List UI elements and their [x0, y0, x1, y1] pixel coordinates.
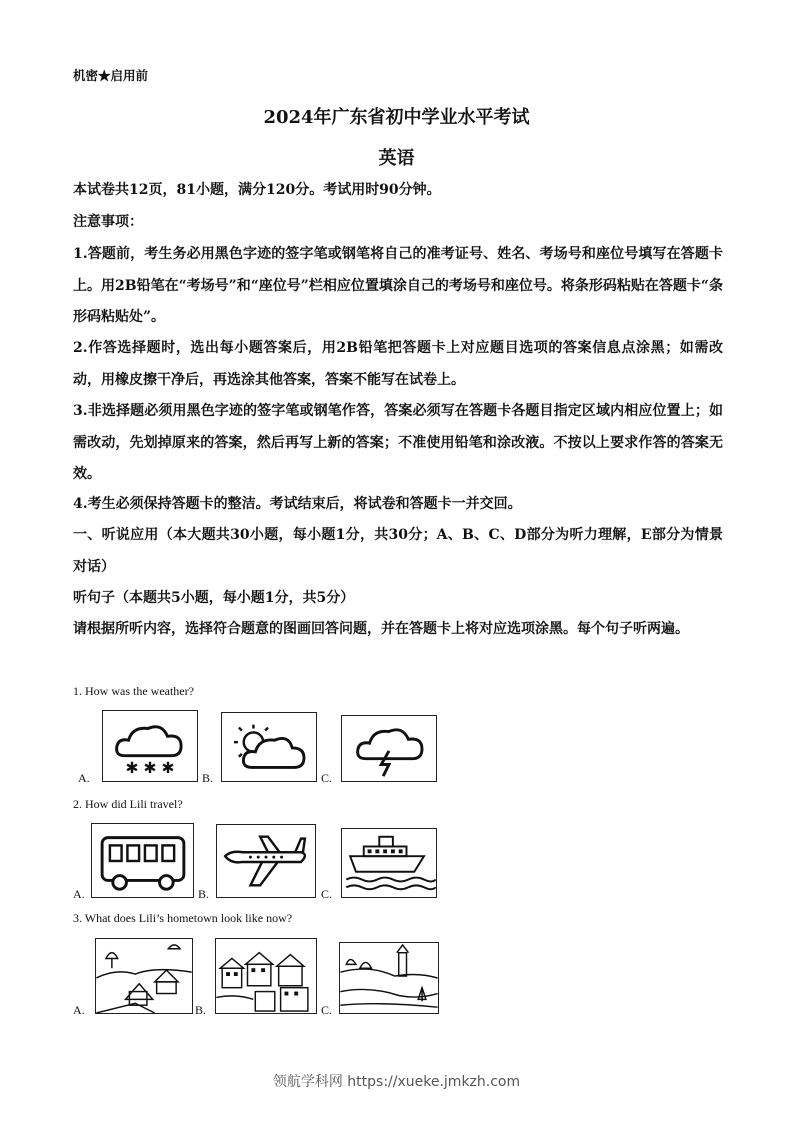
notice-4: 4.考生必须保持答题卡的整洁。考试结束后，将试卷和答题卡一并交回。: [73, 496, 522, 512]
notice-2: 2.作答选择题时，选出每小题答案后，用2B铅笔把答题卡上对应题目选项的答案信息点涂黑；如需改动，用橡皮擦干净后，再选涂其他答案，答案不能写在试卷上。: [73, 340, 723, 388]
village-scene: [95, 938, 193, 1014]
confidential-mark: 机密★启用前: [73, 68, 149, 83]
q2-option-a-label: A.: [73, 887, 85, 901]
subject-title: 英语: [378, 148, 415, 169]
q2-option-c-label: C.: [321, 887, 333, 901]
ship-icon: [341, 828, 437, 898]
q3-option-b-label: B.: [195, 1003, 207, 1017]
part-heading: 听句子（本题共5小题，每小题1分，共5分）: [73, 590, 355, 606]
question-2-text: 2. How did Lili travel?: [73, 797, 183, 811]
q2-option-b-label: B.: [198, 887, 210, 901]
footer-watermark: 领航学科网 https://xueke.jmkzh.com: [272, 1074, 521, 1090]
question-1-text: 1. How was the weather?: [73, 684, 194, 698]
question-3-text: 3. What does Lili’s hometown look like now?: [73, 911, 293, 925]
section-heading: 一、听说应用（本大题共30小题，每小题1分，共30分；A、B、C、D部分为听力理解，E部分为情景对话）: [73, 527, 723, 575]
town-scene: [215, 938, 317, 1014]
sun-cloud-icon: [221, 712, 317, 782]
airplane-icon: [216, 824, 316, 898]
q3-option-c-label: C.: [321, 1003, 333, 1017]
exam-title: 2024年广东省初中学业水平考试: [263, 107, 530, 128]
seaside-scene: [339, 942, 439, 1014]
part-instruction: 请根据所听内容，选择符合题意的图画回答问题，并在答题卡上将对应选项涂黑。每个句子听两遍。: [73, 621, 689, 637]
q1-option-c-label: C.: [321, 771, 333, 785]
q1-option-b-label: B.: [202, 771, 214, 785]
notice-3: 3.非选择题必须用黑色字迹的签字笔或钢笔作答，答案必须写在答题卡各题目指定区域内相应位置上；如需改动，先划掉原来的答案，然后再写上新的答案；不准使用铅笔和涂改液。不按以上要求作答的答案无效。: [73, 403, 723, 482]
thunder-cloud-icon: [341, 715, 437, 782]
svg-text:✱ ✱ ✱: ✱ ✱ ✱: [125, 759, 175, 778]
bus-icon: [91, 823, 194, 898]
notice-heading: 注意事项：: [73, 214, 143, 230]
q3-option-a-label: A.: [73, 1003, 85, 1017]
exam-summary: 本试卷共12页，81小题，满分120分。考试用时90分钟。: [73, 182, 441, 198]
snow-cloud-icon: [102, 710, 198, 782]
q1-option-a-label: A.: [78, 771, 90, 785]
notice-1: 1.答题前，考生务必用黑色字迹的签字笔或钢笔将自己的准考证号、姓名、考场号和座位号填写在答题卡上。用2B铅笔在“考场号”和“座位号”栏相应位置填涂自己的考场号和座位号。将条形码粘贴在答题卡“条形码粘贴处”。: [73, 246, 723, 325]
